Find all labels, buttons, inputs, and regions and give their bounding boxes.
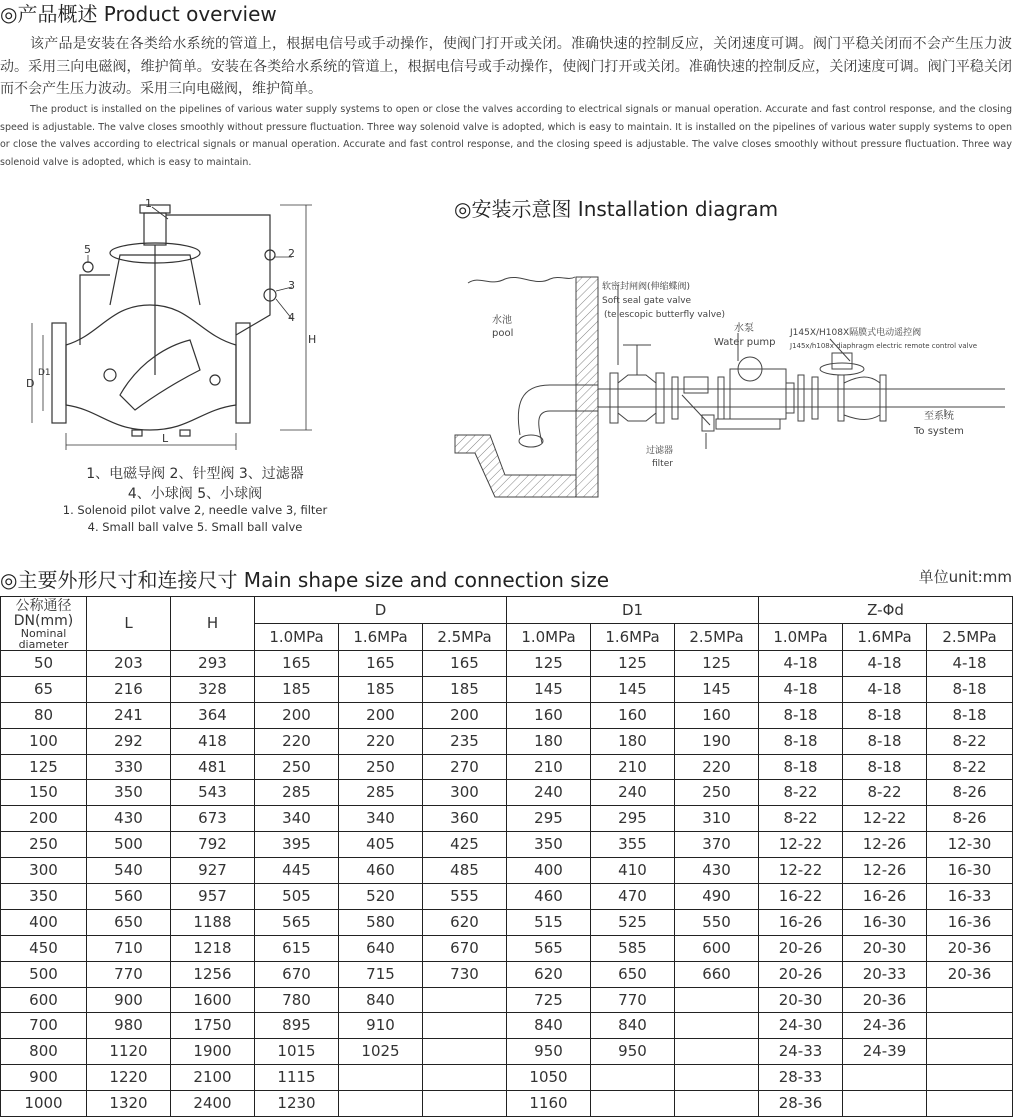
table-cell: 640 (339, 935, 423, 961)
table-cell: 220 (255, 728, 339, 754)
to-system-label-cn: 至系统 (924, 411, 954, 422)
table-cell: 180 (507, 728, 591, 754)
table-cell: 216 (87, 676, 171, 702)
table-cell: 220 (339, 728, 423, 754)
table-row (1, 1013, 1013, 1039)
table-cell: 1015 (255, 1039, 339, 1065)
table-row (1, 780, 1013, 806)
legend-cn-1: 1、电磁导阀 2、针型阀 3、过滤器 (86, 466, 304, 482)
table-cell: 4-18 (843, 676, 927, 702)
table-cell: 20-36 (927, 935, 1013, 961)
table-cell: 16-26 (759, 909, 843, 935)
table-cell: 515 (507, 909, 591, 935)
table-cell: 328 (171, 676, 255, 702)
table-cell (675, 1091, 759, 1117)
table-row (1, 806, 1013, 832)
table-cell: 350 (1, 884, 87, 910)
header-pressure: 1.6MPa (339, 624, 423, 651)
header-pressure: 2.5MPa (675, 624, 759, 651)
table-row (1, 676, 1013, 702)
table-cell: 100 (1, 728, 87, 754)
table-cell: 145 (507, 676, 591, 702)
overview-title: ◎产品概述 Product overview (0, 2, 277, 26)
table-cell: 980 (87, 1013, 171, 1039)
table-cell (927, 1091, 1013, 1117)
table-cell: 425 (423, 832, 507, 858)
table-cell: 4-18 (927, 651, 1013, 677)
table-cell: 540 (87, 858, 171, 884)
table-cell: 770 (87, 961, 171, 987)
table-cell: 12-26 (843, 832, 927, 858)
table-cell: 4-18 (759, 676, 843, 702)
table-cell: 840 (591, 1013, 675, 1039)
pump-label-en: Water pump (714, 337, 776, 348)
table-row (1, 651, 1013, 677)
table-cell: 24-33 (759, 1039, 843, 1065)
overview-text-cn: 该产品是安装在各类给水系统的管道上，根据电信号或手动操作，使阀门打开或关闭。准确快速的控制反应，关闭速度可调。阀门平稳关闭而不会产生压力波动。采用三向电磁阀，维护简单。安装在各类给水系统的管道上，根据电信号或手动操作，使阀门打开或关闭。准确快速的控制反应，关闭速度可调。阀门平稳关闭而不会产生压力波动。采用三向电磁阀，维护简单。 (0, 36, 1012, 97)
table-cell: 2100 (171, 1065, 255, 1091)
header-dn-mm: DN(mm) (13, 612, 74, 629)
table-cell: 185 (423, 676, 507, 702)
table-cell: 460 (507, 884, 591, 910)
table-cell: 600 (675, 935, 759, 961)
table-cell: 12-22 (843, 806, 927, 832)
table-cell: 300 (423, 780, 507, 806)
table-cell: 395 (255, 832, 339, 858)
header-Zd: Z-Φd (759, 597, 1013, 624)
table-cell: 241 (87, 702, 171, 728)
filter-label-cn: 过滤器 (646, 446, 674, 456)
drawing-label-D: D (26, 377, 35, 390)
table-cell: 8-18 (843, 754, 927, 780)
table-cell: 12-30 (927, 832, 1013, 858)
table-row (1, 858, 1013, 884)
table-row (1, 754, 1013, 780)
table-cell: 185 (255, 676, 339, 702)
table-cell: 24-30 (759, 1013, 843, 1039)
table-cell: 8-18 (927, 676, 1013, 702)
legend-cn-2: 4、小球阀 5、小球阀 (127, 486, 263, 502)
drawing-label-2: 2 (288, 247, 295, 260)
table-cell (675, 1065, 759, 1091)
table-cell: 24-36 (843, 1013, 927, 1039)
table-cell: 1000 (1, 1091, 87, 1117)
table-cell: 505 (255, 884, 339, 910)
table-cell (843, 1065, 927, 1091)
pool-label-cn: 水池 (492, 315, 512, 326)
table-cell: 16-33 (927, 884, 1013, 910)
table-cell: 330 (87, 754, 171, 780)
table-cell: 16-30 (927, 858, 1013, 884)
header-pressure: 2.5MPa (927, 624, 1013, 651)
table-cell: 585 (591, 935, 675, 961)
header-pressure: 1.0MPa (759, 624, 843, 651)
table-cell: 470 (591, 884, 675, 910)
table-cell: 145 (675, 676, 759, 702)
table-cell: 210 (507, 754, 591, 780)
drawing-label-D1: D1 (38, 368, 51, 378)
table-cell: 450 (1, 935, 87, 961)
table-cell: 840 (339, 987, 423, 1013)
pump-label-cn: 水泵 (734, 323, 754, 334)
table-cell: 430 (675, 858, 759, 884)
table-cell: 165 (255, 651, 339, 677)
header-dn (1, 597, 87, 651)
table-cell: 210 (591, 754, 675, 780)
table-cell: 240 (507, 780, 591, 806)
table-cell: 16-22 (759, 884, 843, 910)
table-cell: 600 (1, 987, 87, 1013)
header-dn-en1: Nominal (20, 626, 67, 640)
control-valve-label-cn: J145X/H108X隔膜式电动遥控阀 (790, 328, 922, 338)
table-cell: 1230 (255, 1091, 339, 1117)
table-cell: 400 (1, 909, 87, 935)
header-dn-en2: diameter (18, 637, 69, 651)
table-cell: 125 (591, 651, 675, 677)
table-cell: 418 (171, 728, 255, 754)
table-cell: 8-22 (927, 728, 1013, 754)
table-cell: 8-18 (927, 702, 1013, 728)
table-cell: 485 (423, 858, 507, 884)
table-cell: 543 (171, 780, 255, 806)
table-cell: 565 (507, 935, 591, 961)
table-cell: 20-36 (843, 987, 927, 1013)
table-cell: 500 (87, 832, 171, 858)
table-cell: 16-30 (843, 909, 927, 935)
table-cell: 16-26 (843, 884, 927, 910)
table-cell: 620 (507, 961, 591, 987)
table-row (1, 961, 1013, 987)
table-cell: 673 (171, 806, 255, 832)
table-cell: 710 (87, 935, 171, 961)
table-cell: 957 (171, 884, 255, 910)
table-cell: 460 (339, 858, 423, 884)
table-cell: 900 (87, 987, 171, 1013)
table-cell: 445 (255, 858, 339, 884)
drawing-label-L: L (162, 432, 169, 445)
table-cell: 160 (675, 702, 759, 728)
table-cell: 580 (339, 909, 423, 935)
table-cell: 200 (339, 702, 423, 728)
table-cell: 12-22 (759, 832, 843, 858)
table-cell: 650 (87, 909, 171, 935)
table-cell: 8-18 (843, 702, 927, 728)
table-cell: 340 (255, 806, 339, 832)
table-cell: 20-30 (843, 935, 927, 961)
drawing-label-5: 5 (84, 243, 91, 256)
header-H: H (171, 597, 255, 651)
table-cell: 560 (87, 884, 171, 910)
table-cell: 430 (87, 806, 171, 832)
table-cell: 2400 (171, 1091, 255, 1117)
table-cell: 12-26 (843, 858, 927, 884)
table-cell: 8-26 (927, 806, 1013, 832)
gate-valve-label-en2: (telescopic butterfly valve) (604, 310, 726, 320)
table-cell: 250 (255, 754, 339, 780)
table-cell: 780 (255, 987, 339, 1013)
table-cell: 250 (1, 832, 87, 858)
table-row (1, 832, 1013, 858)
header-L: L (87, 597, 171, 651)
table-cell: 1750 (171, 1013, 255, 1039)
table-cell: 895 (255, 1013, 339, 1039)
dimensions-title: ◎主要外形尺寸和连接尺寸 Main shape size and connection size (0, 568, 610, 592)
table-cell: 550 (675, 909, 759, 935)
header-pressure: 1.0MPa (255, 624, 339, 651)
table-cell: 50 (1, 651, 87, 677)
table-cell: 160 (507, 702, 591, 728)
table-cell: 1160 (507, 1091, 591, 1117)
table-cell: 80 (1, 702, 87, 728)
table-cell: 4-18 (759, 651, 843, 677)
table-cell: 1120 (87, 1039, 171, 1065)
table-cell: 620 (423, 909, 507, 935)
table-cell: 240 (591, 780, 675, 806)
table-cell: 555 (423, 884, 507, 910)
table-cell: 20-30 (759, 987, 843, 1013)
table-cell: 8-18 (759, 728, 843, 754)
table-cell: 730 (423, 961, 507, 987)
installation-title: ◎安装示意图 Installation diagram (454, 197, 779, 221)
table-cell: 340 (339, 806, 423, 832)
table-cell: 481 (171, 754, 255, 780)
drawing-label-3: 3 (288, 279, 295, 292)
table-cell: 355 (591, 832, 675, 858)
header-pressure: 1.0MPa (507, 624, 591, 651)
table-cell: 235 (423, 728, 507, 754)
table-cell (423, 1065, 507, 1091)
table-cell (675, 1039, 759, 1065)
table-cell: 20-26 (759, 935, 843, 961)
table-cell: 16-36 (927, 909, 1013, 935)
table-cell: 1220 (87, 1065, 171, 1091)
table-row (1, 702, 1013, 728)
table-cell: 200 (423, 702, 507, 728)
drawing-label-1: 1 (145, 197, 152, 210)
table-cell: 950 (507, 1039, 591, 1065)
table-cell (339, 1065, 423, 1091)
table-cell: 203 (87, 651, 171, 677)
table-cell: 525 (591, 909, 675, 935)
table-cell: 927 (171, 858, 255, 884)
overview-text-en: The product is installed on the pipelines of various water supply systems to open or close the valves according to electrical signals or manual operation. Accurate and fast control response, and the closing speed is adjustable. The valve closes smoothly without pressure fluctuation. Three way solenoid valve is adopted, which is easy to maintain. It is installed on the pipelines of various water supply systems to open or close the valves according to electrical signals or manual operation. Accurate and fast control response, and the closing speed is adjustable. The valve closes smoothly without pressure fluctuation. Three way solenoid valve is adopted, which is easy to maintain. (0, 104, 1012, 168)
table-cell: 910 (339, 1013, 423, 1039)
table-cell: 24-39 (843, 1039, 927, 1065)
legend-en-2: 4. Small ball valve 5. Small ball valve (87, 520, 303, 534)
table-cell (843, 1091, 927, 1117)
control-valve-label-en: J145x/h108x diaphragm electric remote control valve (790, 342, 978, 350)
table-cell: 565 (255, 909, 339, 935)
table-cell: 1188 (171, 909, 255, 935)
table-cell: 370 (675, 832, 759, 858)
table-cell (423, 1039, 507, 1065)
table-cell: 770 (591, 987, 675, 1013)
table-cell: 20-36 (927, 961, 1013, 987)
table-cell: 20-26 (759, 961, 843, 987)
table-cell: 660 (675, 961, 759, 987)
header-D: D (255, 597, 507, 624)
table-cell: 8-22 (759, 780, 843, 806)
drawing-label-H: H (308, 333, 317, 346)
table-cell: 165 (423, 651, 507, 677)
table-cell: 190 (675, 728, 759, 754)
table-cell (927, 1039, 1013, 1065)
table-cell: 145 (591, 676, 675, 702)
table-cell: 8-18 (759, 702, 843, 728)
table-cell: 615 (255, 935, 339, 961)
table-cell: 250 (675, 780, 759, 806)
table-cell (927, 1013, 1013, 1039)
table-cell: 715 (339, 961, 423, 987)
table-cell: 165 (339, 651, 423, 677)
table-cell (927, 987, 1013, 1013)
table-cell: 405 (339, 832, 423, 858)
table-cell: 1025 (339, 1039, 423, 1065)
table-cell: 364 (171, 702, 255, 728)
table-cell (591, 1065, 675, 1091)
table-cell: 1218 (171, 935, 255, 961)
to-system-label-en: To system (914, 426, 964, 437)
table-cell: 700 (1, 1013, 87, 1039)
table-cell: 270 (423, 754, 507, 780)
table-cell: 28-33 (759, 1065, 843, 1091)
table-cell: 300 (1, 858, 87, 884)
table-cell: 500 (1, 961, 87, 987)
table-row (1, 1065, 1013, 1091)
table-cell: 285 (255, 780, 339, 806)
header-D1: D1 (507, 597, 759, 624)
legend-en-1: 1. Solenoid pilot valve 2, needle valve 3, filter (62, 503, 328, 517)
table-cell: 1900 (171, 1039, 255, 1065)
table-cell: 295 (591, 806, 675, 832)
table-cell (423, 1091, 507, 1117)
table-cell: 8-22 (927, 754, 1013, 780)
table-cell: 292 (87, 728, 171, 754)
table-cell: 125 (675, 651, 759, 677)
table-cell: 8-26 (927, 780, 1013, 806)
table-cell: 1600 (171, 987, 255, 1013)
table-cell: 160 (591, 702, 675, 728)
table-cell: 800 (1, 1039, 87, 1065)
table-cell: 125 (1, 754, 87, 780)
table-cell: 840 (507, 1013, 591, 1039)
table-cell: 65 (1, 676, 87, 702)
table-cell: 670 (255, 961, 339, 987)
header-pressure: 1.6MPa (843, 624, 927, 651)
table-cell (423, 1013, 507, 1039)
table-cell: 20-33 (843, 961, 927, 987)
table-cell: 125 (507, 651, 591, 677)
table-cell: 293 (171, 651, 255, 677)
table-row (1, 935, 1013, 961)
table-row (1, 909, 1013, 935)
table-cell: 310 (675, 806, 759, 832)
table-cell: 350 (87, 780, 171, 806)
table-cell: 1256 (171, 961, 255, 987)
table-cell: 220 (675, 754, 759, 780)
table-cell (927, 1065, 1013, 1091)
table-cell: 12-22 (759, 858, 843, 884)
table-cell: 792 (171, 832, 255, 858)
table-cell (591, 1091, 675, 1117)
table-row (1, 1091, 1013, 1117)
table-row (1, 1039, 1013, 1065)
table-cell: 185 (339, 676, 423, 702)
table-cell: 725 (507, 987, 591, 1013)
table-cell (675, 1013, 759, 1039)
table-cell: 1050 (507, 1065, 591, 1091)
table-cell (675, 987, 759, 1013)
table-cell: 670 (423, 935, 507, 961)
unit-label: 单位unit:mm (918, 568, 1012, 586)
dimension-table (0, 596, 1013, 1117)
table-row (1, 728, 1013, 754)
header-pressure: 2.5MPa (423, 624, 507, 651)
valve-drawing (26, 195, 340, 455)
table-cell: 295 (507, 806, 591, 832)
table-cell: 150 (1, 780, 87, 806)
table-cell: 950 (591, 1039, 675, 1065)
table-cell: 8-22 (843, 780, 927, 806)
table-cell: 180 (591, 728, 675, 754)
table-cell: 1115 (255, 1065, 339, 1091)
table-cell: 8-18 (843, 728, 927, 754)
table-cell: 8-18 (759, 754, 843, 780)
table-cell: 360 (423, 806, 507, 832)
table-cell: 650 (591, 961, 675, 987)
table-cell: 200 (255, 702, 339, 728)
filter-label-en: filter (652, 459, 673, 469)
table-cell: 400 (507, 858, 591, 884)
table-cell: 8-22 (759, 806, 843, 832)
gate-valve-label-cn: 软密封闸阀(伸缩蝶阀) (602, 282, 691, 292)
table-cell (339, 1091, 423, 1117)
header-pressure: 1.6MPa (591, 624, 675, 651)
table-cell: 1320 (87, 1091, 171, 1117)
table-cell: 250 (339, 754, 423, 780)
table-cell: 900 (1, 1065, 87, 1091)
table-cell: 4-18 (843, 651, 927, 677)
table-row (1, 884, 1013, 910)
table-cell: 200 (1, 806, 87, 832)
table-cell: 410 (591, 858, 675, 884)
gate-valve-label-en1: Soft seal gate valve (602, 296, 692, 306)
pool-label-en: pool (492, 328, 514, 339)
table-cell: 28-36 (759, 1091, 843, 1117)
table-row (1, 987, 1013, 1013)
drawing-label-4: 4 (288, 311, 295, 324)
table-cell: 350 (507, 832, 591, 858)
table-cell: 520 (339, 884, 423, 910)
table-cell: 285 (339, 780, 423, 806)
installation-diagram (450, 265, 1010, 505)
table-cell (423, 987, 507, 1013)
table-cell: 490 (675, 884, 759, 910)
header-dn-cn: 公称通径 (15, 597, 72, 614)
